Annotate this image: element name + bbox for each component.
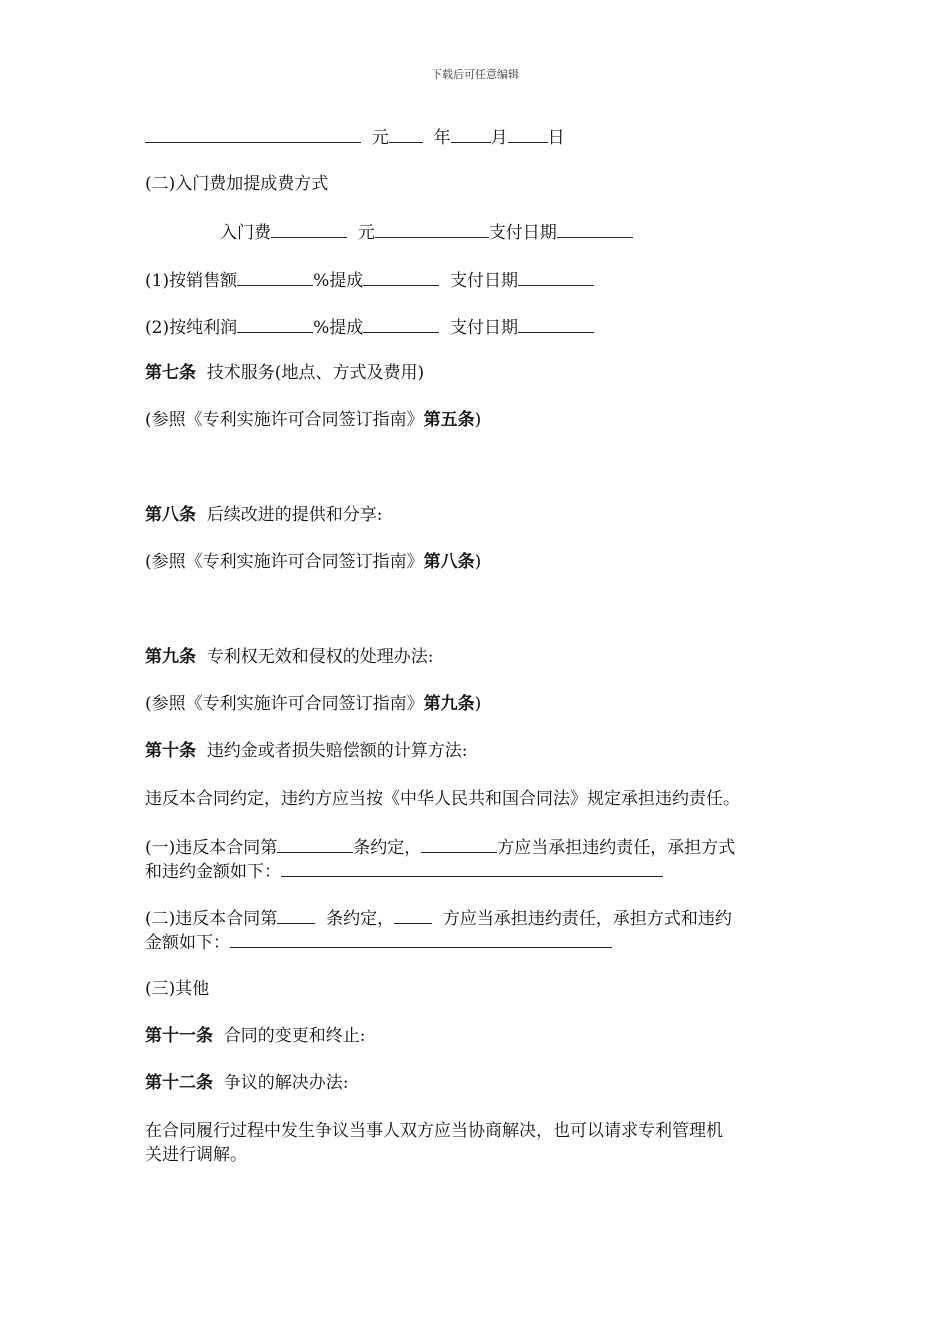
article-number: 第十二条 <box>145 1073 213 1093</box>
entry-fee-label: 入门费 <box>220 223 271 243</box>
date-line <box>145 124 565 150</box>
profit-commission-line <box>145 314 594 340</box>
blank-field <box>277 905 315 924</box>
blank-field <box>557 219 633 238</box>
article-10-item-2-line2 <box>145 929 612 955</box>
article-title: 争议的解决办法: <box>223 1073 349 1093</box>
article-title: 后续改进的提供和分享: <box>206 505 383 525</box>
year-label: 年 <box>433 128 451 148</box>
pay-date-label: 支付日期 <box>450 318 519 338</box>
reference-close: ) <box>474 552 482 572</box>
item-text: 条约定， <box>353 838 422 858</box>
article-12-heading <box>145 1071 349 1095</box>
reference-close: ) <box>474 410 482 430</box>
yuan-label: 元 <box>371 128 389 148</box>
blank-field <box>363 267 439 286</box>
yuan-label: 元 <box>357 223 375 243</box>
article-title: 专利权无效和侵权的处理办法: <box>206 647 434 667</box>
option-label: (1)按销售额 <box>145 271 238 291</box>
reference-article: 第八条 <box>423 552 475 572</box>
article-9-reference <box>145 692 481 716</box>
pay-date-label: 支付日期 <box>450 271 519 291</box>
item-text: (一)违反本合同第 <box>145 838 278 858</box>
reference-text: (参照《专利实施许可合同签订指南》 <box>145 410 424 430</box>
reference-article: 第五条 <box>423 410 475 430</box>
pay-date-label: 支付日期 <box>488 223 557 243</box>
article-7-reference <box>145 408 481 432</box>
article-7-heading <box>145 361 424 385</box>
item-text: (二)违反本合同第 <box>145 909 278 929</box>
article-10-heading <box>145 739 468 763</box>
entry-fee-line <box>220 219 633 245</box>
blank-field <box>518 267 594 286</box>
item-text: 方应当承担违约责任，承担方式和违约 <box>442 909 732 929</box>
article-title: 技术服务(地点、方式及费用) <box>206 363 425 383</box>
article-10-item-1-line2 <box>145 858 663 884</box>
page-header: 下载后可任意编辑 <box>431 68 519 81</box>
option-label: (2)按纯利润 <box>145 318 238 338</box>
article-number: 第九条 <box>145 647 196 667</box>
article-number: 第八条 <box>145 505 196 525</box>
reference-article: 第九条 <box>423 694 475 714</box>
blank-field <box>363 314 439 333</box>
article-title: 违约金或者损失赔偿额的计算方法: <box>206 741 468 761</box>
article-10-item-3: (三)其他 <box>145 979 210 999</box>
month-label: 月 <box>490 128 508 148</box>
blank-field <box>145 124 361 143</box>
article-10-item-1-line1 <box>145 834 735 860</box>
sales-commission-line <box>145 267 594 293</box>
article-12-body-line2: 关进行调解。 <box>145 1145 247 1165</box>
article-10-item-2-line1 <box>145 905 732 931</box>
blank-field <box>271 219 347 238</box>
blank-field <box>508 124 548 143</box>
blank-field <box>375 219 489 238</box>
blank-field <box>281 858 663 877</box>
section-title: (二)入门费加提成费方式 <box>145 174 329 194</box>
blank-field <box>237 267 313 286</box>
article-8-reference <box>145 550 481 574</box>
reference-close: ) <box>474 694 482 714</box>
item-text: 方应当承担违约责任，承担方式 <box>497 838 736 858</box>
item-text: 和违约金额如下： <box>145 862 281 882</box>
blank-field <box>518 314 594 333</box>
article-9-heading <box>145 645 434 669</box>
article-10-body: 违反本合同约定，违约方应当按《中华人民共和国合同法》规定承担违约责任。 <box>145 789 740 809</box>
article-11-heading <box>145 1024 366 1048</box>
article-8-heading <box>145 503 383 527</box>
day-label: 日 <box>547 128 565 148</box>
item-text: 金额如下： <box>145 933 230 953</box>
article-title: 合同的变更和终止: <box>223 1026 366 1046</box>
reference-text: (参照《专利实施许可合同签订指南》 <box>145 694 424 714</box>
article-number: 第七条 <box>145 363 196 383</box>
article-number: 第十一条 <box>145 1026 213 1046</box>
article-number: 第十条 <box>145 741 196 761</box>
pct-label: %提成 <box>313 271 364 291</box>
blank-field <box>237 314 313 333</box>
blank-field <box>277 834 353 853</box>
blank-field <box>394 905 432 924</box>
item-text: 条约定， <box>326 909 395 929</box>
blank-field <box>230 929 612 948</box>
blank-field <box>421 834 497 853</box>
blank-field <box>389 124 423 143</box>
article-12-body-line1: 在合同履行过程中发生争议当事人双方应当协商解决，也可以请求专利管理机 <box>145 1121 723 1141</box>
reference-text: (参照《专利实施许可合同签订指南》 <box>145 552 424 572</box>
blank-field <box>451 124 491 143</box>
pct-label: %提成 <box>313 318 364 338</box>
